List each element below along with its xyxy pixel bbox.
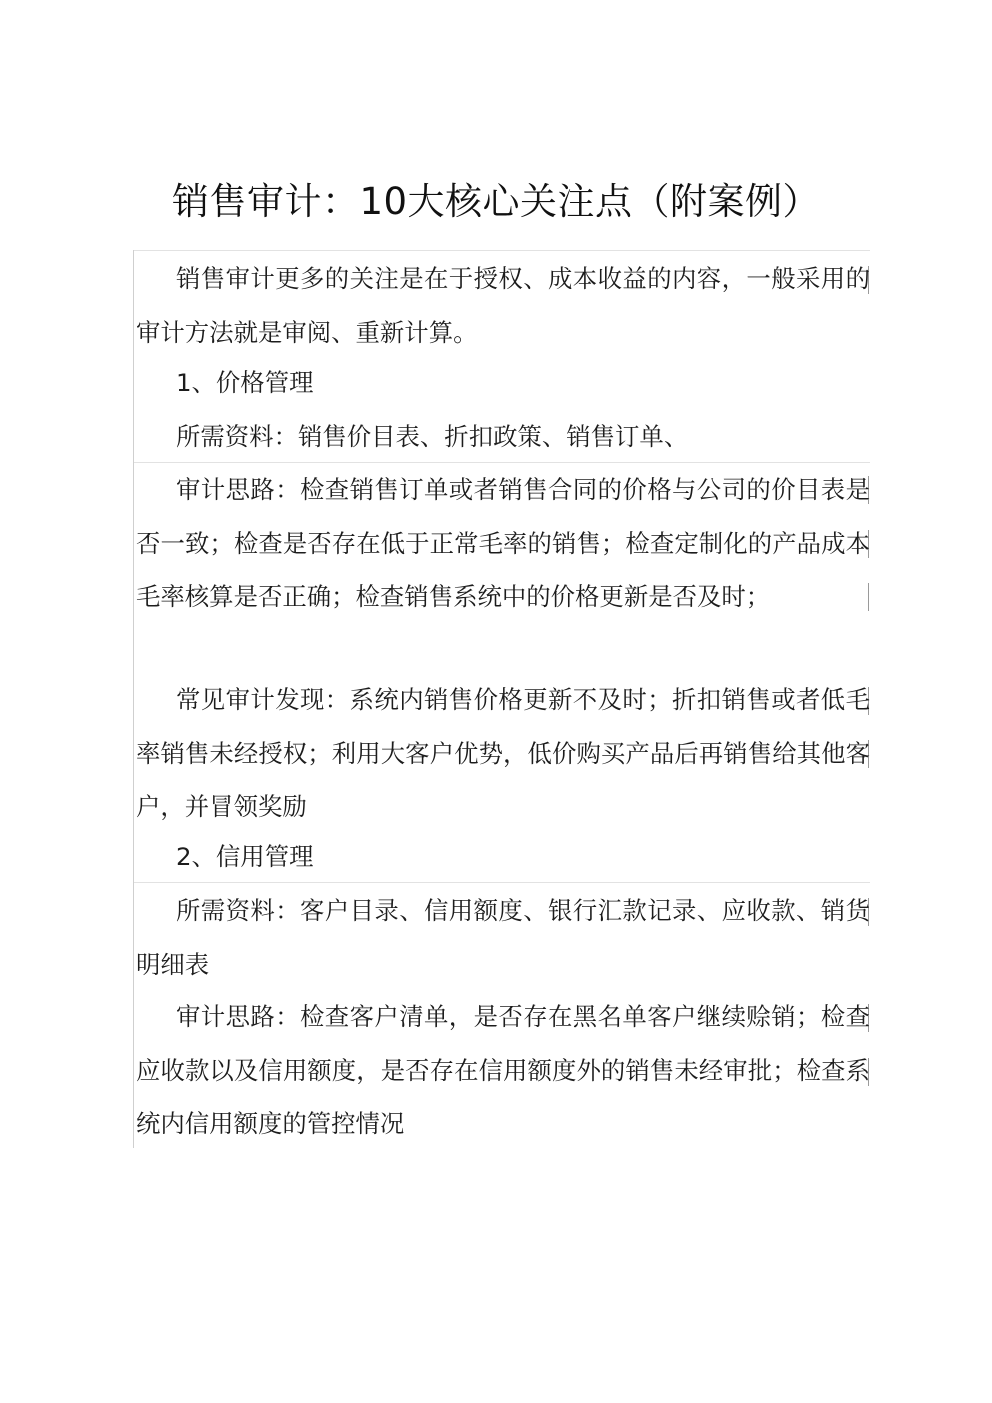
document-title: 销售审计：10大核心关注点（附案例）	[171, 180, 821, 223]
section-heading-price: 1、价格管理	[176, 368, 314, 397]
document-body	[133, 250, 870, 1148]
credit-materials-paragraph: 所需资料：客户目录、信用额度、银行汇款记录、应收款、销货明细表	[136, 896, 870, 979]
intro-paragraph: 销售审计更多的关注是在于授权、成本收益的内容，一般采用的审计方法就是审阅、重新计算。	[136, 264, 870, 347]
price-findings-paragraph: 常见审计发现：系统内销售价格更新不及时；折扣销售或者低毛率销售未经授权；利用大客户优势，低价购买产品后再销售给其他客户，并冒领奖励	[136, 685, 870, 822]
section-heading-credit: 2、信用管理	[176, 842, 314, 871]
credit-audit-approach-paragraph: 审计思路：检查客户清单，是否存在黑名单客户继续赊销；检查应收款以及信用额度，是否存在信用额度外的销售未经审批；检查系统内信用额度的管控情况	[136, 1002, 870, 1139]
price-audit-approach-paragraph: 审计思路：检查销售订单或者销售合同的价格与公司的价目表是否一致；检查是否存在低于正常毛率的销售；检查定制化的产品成本毛率核算是否正确；检查销售系统中的价格更新是否及时；	[136, 475, 870, 612]
frame-line	[134, 250, 870, 251]
price-materials-paragraph: 所需资料：销售价目表、折扣政策、销售订单、	[176, 422, 689, 451]
